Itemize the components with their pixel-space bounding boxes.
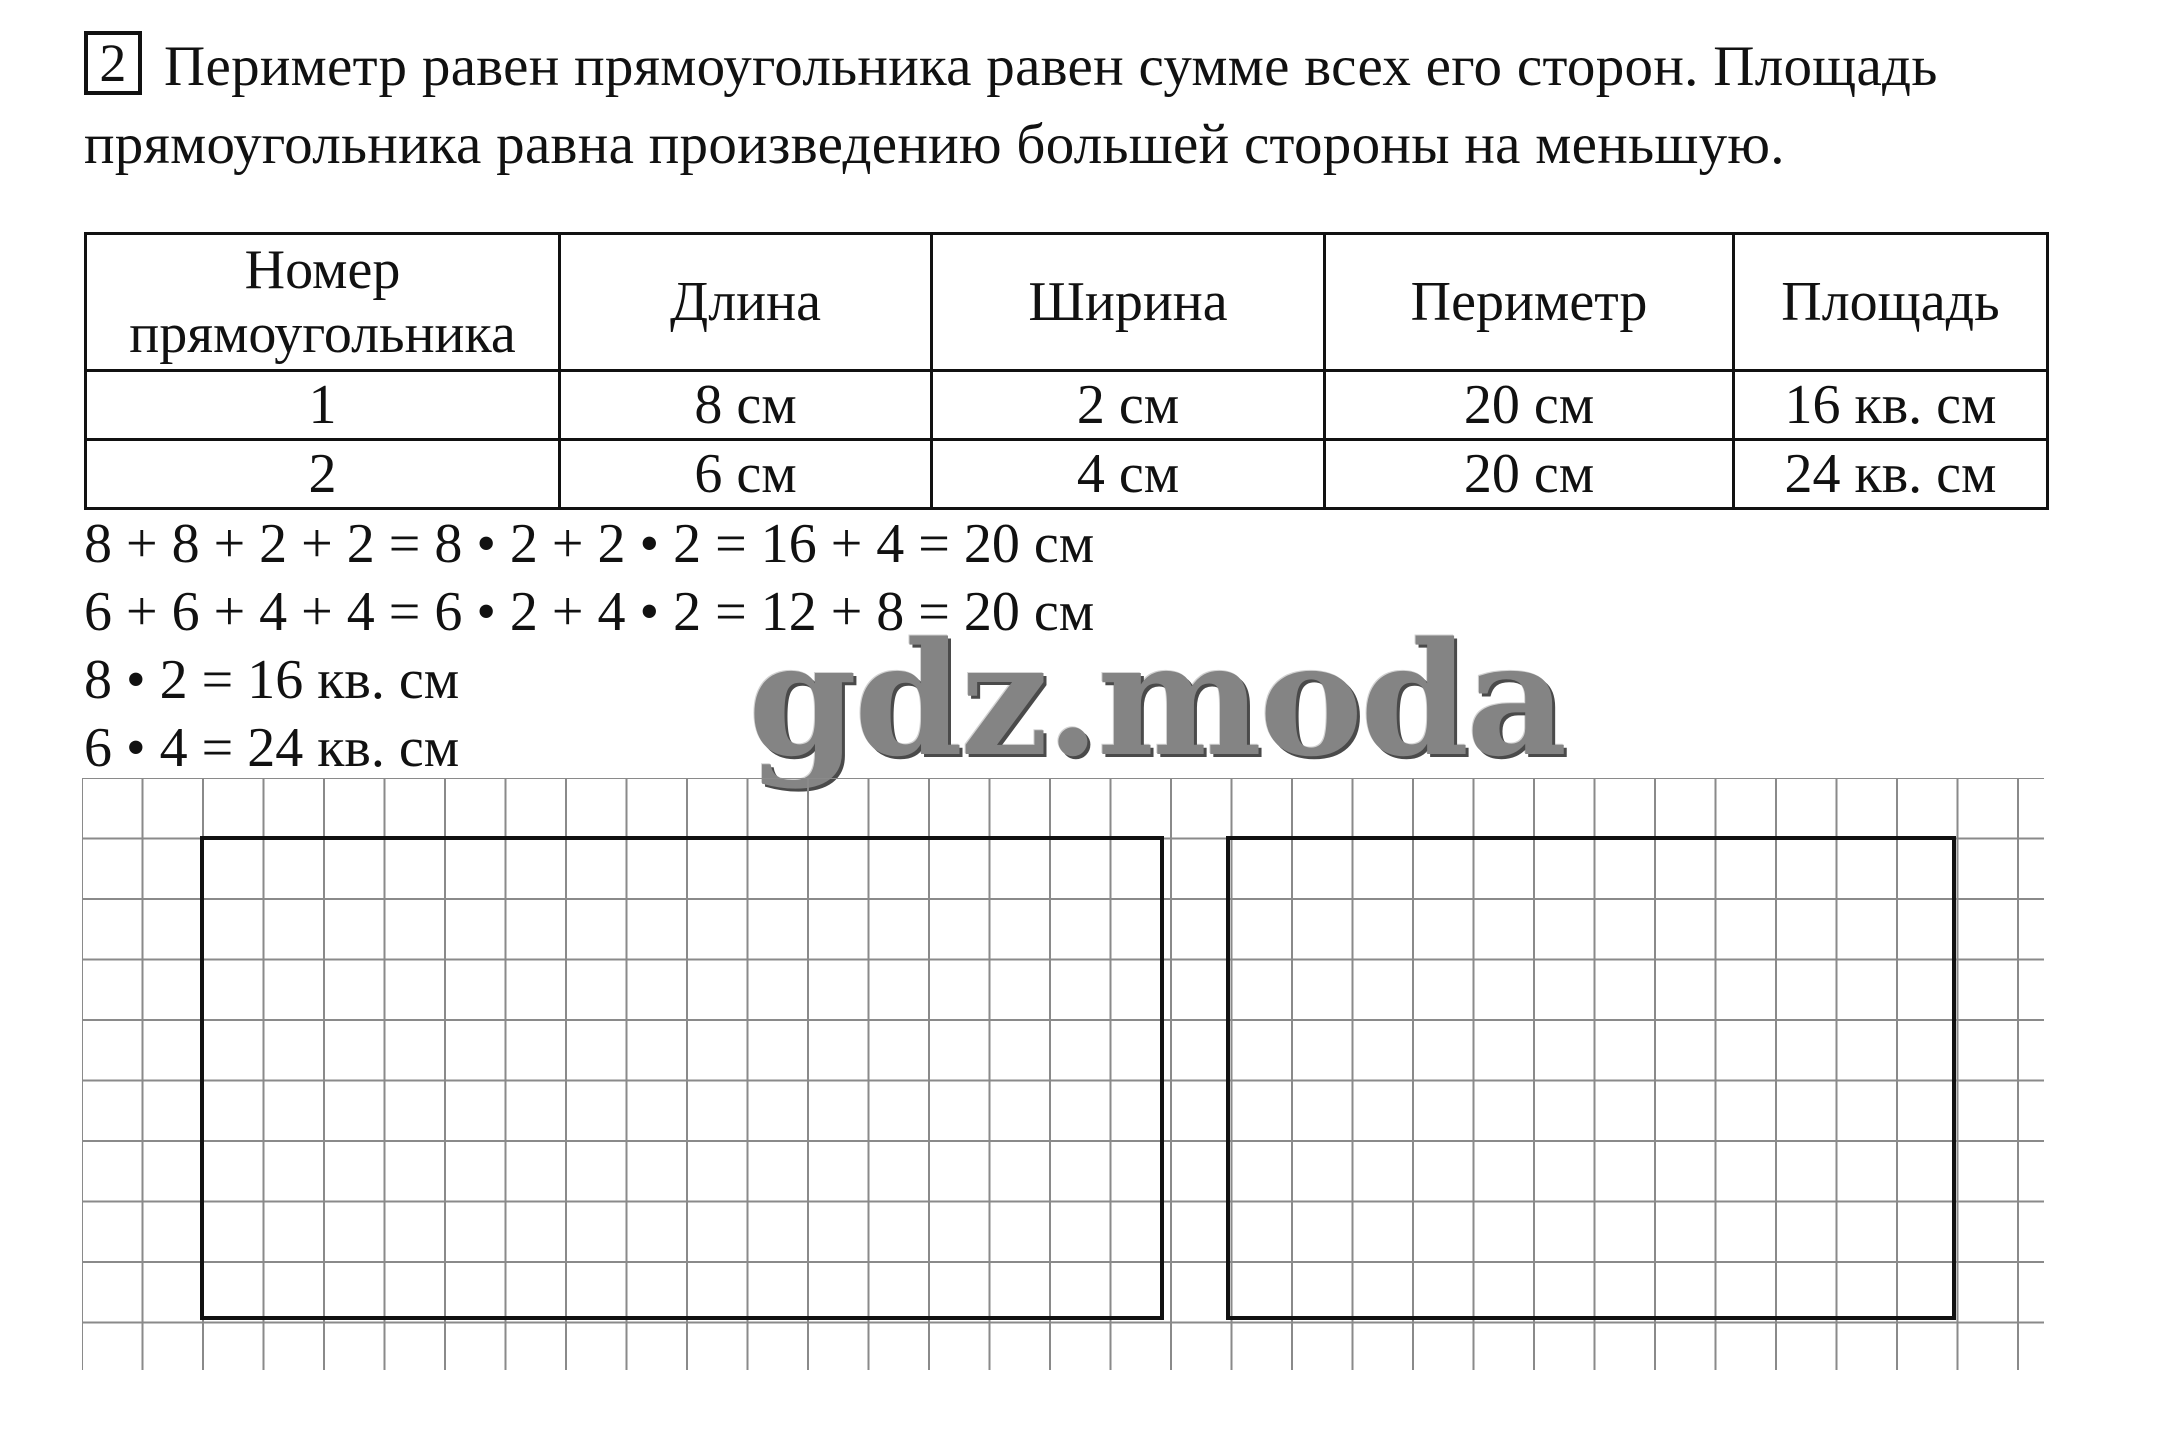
watermark: gdz.moda <box>748 608 1565 791</box>
cell-perimeter: 20 см <box>1325 371 1734 440</box>
header-length: Длина <box>560 234 932 371</box>
drawn-rectangle-2 <box>1228 838 1954 1318</box>
cell-width: 2 см <box>932 371 1325 440</box>
header-perimeter: Периметр <box>1325 234 1734 371</box>
task-text: Периметр равен прямоугольника равен сумме всех его сторон. Площадь прямоугольника равна произведению большей стороны на меньшую. <box>84 35 1938 176</box>
cell-area: 16 кв. см <box>1734 371 2048 440</box>
calc-line-area-1: 8 • 2 = 16 кв. см <box>84 649 460 711</box>
calc-line-perimeter-2: 6 + 6 + 4 + 4 = 6 • 2 + 4 • 2 = 12 + 8 = 20 см <box>84 581 1095 643</box>
task-statement <box>84 28 2084 184</box>
table-row <box>86 371 2048 440</box>
table-row <box>86 440 2048 509</box>
calc-line-perimeter-1: 8 + 8 + 2 + 2 = 8 • 2 + 2 • 2 = 16 + 4 = 20 см <box>84 513 1095 575</box>
calc-line-area-2: 6 • 4 = 24 кв. см <box>84 717 460 779</box>
drawn-rectangle-1 <box>202 838 1162 1318</box>
cell-number: 1 <box>86 371 560 440</box>
grid-lines <box>82 778 2044 1370</box>
cell-number: 2 <box>86 440 560 509</box>
header-width: Ширина <box>932 234 1325 371</box>
cell-area: 24 кв. см <box>1734 440 2048 509</box>
cell-perimeter: 20 см <box>1325 440 1734 509</box>
header-number: Номер прямоугольника <box>86 234 560 371</box>
table-header-row <box>86 234 2048 371</box>
rectangles-table <box>84 232 2049 510</box>
cell-width: 4 см <box>932 440 1325 509</box>
header-area: Площадь <box>1734 234 2048 371</box>
cell-length: 8 см <box>560 371 932 440</box>
task-number-box: 2 <box>84 31 142 95</box>
cell-length: 6 см <box>560 440 932 509</box>
grid-paper <box>82 778 2044 1370</box>
